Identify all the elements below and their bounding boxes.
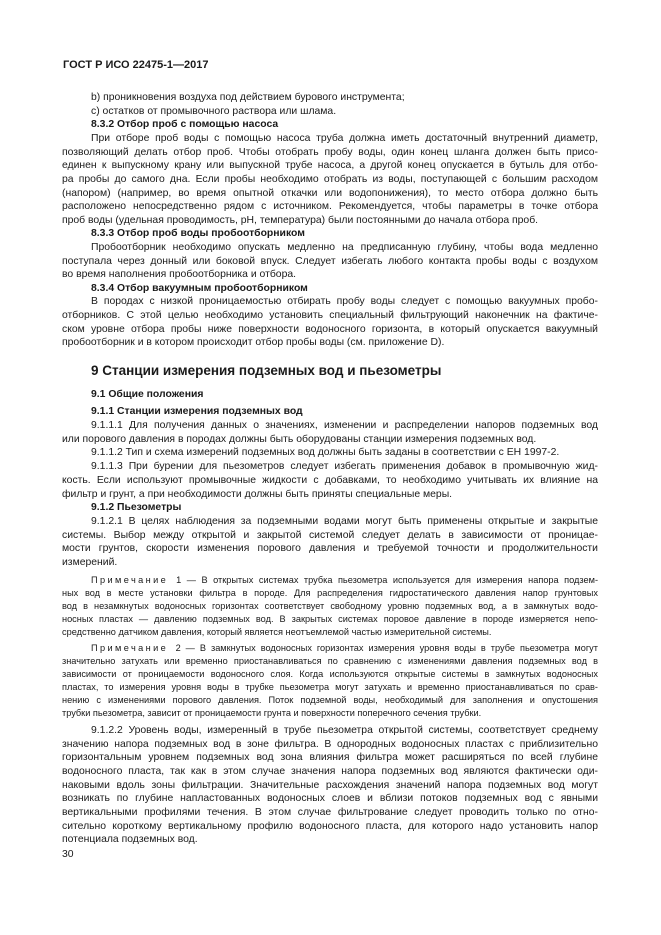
- text-line: наковыми вдоль зоны фильтрации. Значительные расхождения значений напора подземных вод могут: [62, 780, 598, 791]
- text-line: Примечание 1 — В открытых системах трубка пьезометра используется для измерения напора подзем-: [91, 575, 598, 585]
- text-line: Примечание 2 — В замкнутых водоносных горизонтах измерения уровня воды в трубе пьезометра могут: [91, 643, 598, 653]
- text-line: проб воды (удельная проводимость, pH, температура) были постоянными до начала отбора проб.: [62, 215, 539, 226]
- text-line: носных пластах — давлению подземных вод. В закрытых системах поровое давление в породе измеряется непо-: [62, 614, 598, 624]
- text-line: При отборе проб воды с помощью насоса труба должна иметь достаточный внутренний диаметр,: [91, 133, 598, 144]
- text-line: позволяющий делать отбор проб. Чтобы отобрать пробу воды, один конец шланга должен быть присо-: [62, 147, 598, 158]
- text-line: сительно короткому вертикальному профилю водоносного пласта, для которого надо установить напор: [62, 821, 598, 832]
- text-line: горизонтальным уровнем подземных вод зона влияния фильтра может расширяться по всей глубине: [62, 752, 598, 763]
- text-line: средственно датчиком давления, который является неотъемлемой частью измерительной системы.: [62, 627, 492, 637]
- text-line: 9.1.2.2 Уровень воды, измеренный в трубе пьезометра открытой системы, соответствует среднему: [91, 725, 598, 736]
- text-line: 9.1 Общие положения: [91, 389, 204, 400]
- note-label: Примечание: [91, 643, 176, 653]
- text-line: Пробоотборник необходимо опускать медленно на предписанную глубину, чтобы вода медленно: [91, 242, 598, 253]
- text-line: расположено непосредственно рядом с источником. Рекомендуется, чтобы параметры в точке отбора: [62, 201, 598, 212]
- section-heading: 9 Станции измерения подземных вод и пьезометры: [91, 363, 442, 378]
- text-line: или порового давления в породах должны быть оборудованы станции измерения подземных вод.: [62, 434, 537, 445]
- text-line: во время наполнения пробоотборника и отбора.: [62, 269, 297, 280]
- text-line: вод в незамкнутых водоносных горизонтах соответствует свободному уровню подземных вод, а в замкнутых водо-: [62, 601, 598, 611]
- text-line: возникать по глубине напластованных водоносных слоев и вблизи потоков подземных вод с явными: [62, 793, 598, 804]
- text-line: 9.1.1.1 Для получения данных о значениях, изменении и распределении напоров подземных вод: [91, 420, 598, 431]
- text-line: В породах с низкой проницаемостью отбирать пробу воды следует с помощью вакуумных пробо-: [91, 296, 598, 307]
- text-line: значению напора подземных вод в зоне фильтра. В однородных водоносных пластах с приблизительно: [62, 739, 598, 750]
- text-line: (напором) (например, во время опытной откачки или водопонижения), то место отбора должно быть: [62, 188, 598, 199]
- text-line: ра пробы до самого дна. Если пробы необходимо отобрать из воды, поступающей с большим расходом: [62, 174, 598, 185]
- text-line: 8.3.3 Отбор проб воды пробоотборником: [91, 228, 305, 239]
- page-number: 30: [62, 849, 74, 860]
- text-line: b) проникновения воздуха под действием бурового инструмента;: [91, 92, 405, 103]
- text-line: 9.1.1.2 Тип и схема измерений подземных вод должны быть заданы в соответствии с ЕН 1997-2.: [91, 447, 560, 458]
- text-line: вертикальными профилями течения. В этом случае фильтрование следует проводить только по отно-: [62, 807, 598, 818]
- text-line: 9.1.2.1 В целях наблюдения за подземными водами могут быть применены открытые и закрытые: [91, 516, 598, 527]
- text-line: значительно затухать или временно приостанавливаться по сравнению с изменениями давления подземных вод в: [62, 656, 598, 666]
- text-line: пластах, то измерения уровня воды в трубке пьезометра могут затухать и временно приостанавливаться по срав-: [62, 682, 598, 692]
- text-line: фильтр и грунт, а при необходимости должны быть приняты специальные меры.: [62, 489, 453, 500]
- text-line: 8.3.4 Отбор вакуумным пробоотборником: [91, 283, 308, 294]
- text-line: системы. Выбор между открытой и закрытой системой следует делать в зависимости от проницае-: [62, 530, 598, 541]
- text-line: нению с изменениями порового давления. Поток подземной воды, необходимый для заполнения и опустошения: [62, 695, 598, 705]
- text-line: ных вод в месте установки фильтра в породе. Для распределения гидростатического давления напор грунтовых: [62, 588, 598, 598]
- text-line: единен к выпускному крану или выпускной трубе насоса, а другой конец опускается в бутыль для отбо-: [62, 160, 598, 171]
- text-line: 9.1.1 Станции измерения подземных вод: [91, 406, 303, 417]
- text-line: c) остатков от промывочного раствора или шлама.: [91, 106, 337, 117]
- text-line: 9.1.1.3 При бурении для пьезометров следует избегать применения добавок в промывочную жид-: [91, 461, 598, 472]
- text-line: трубки пьезометра, зависит от проницаемости грунта и поверхности поперечного сечения трубки.: [62, 708, 482, 718]
- text-line: 8.3.2 Отбор проб с помощью насоса: [91, 119, 279, 130]
- text-line: потенциала подземных вод.: [62, 834, 198, 845]
- text-line: отборников. С этой целью необходимо установить специальный фильтрующий наконечник на фактиче-: [62, 310, 598, 321]
- text-line: кость. Если используют промывочные жидкости с добавками, то необходимо учитывать их влияние на: [62, 475, 598, 486]
- text-line: 9.1.2 Пьезометры: [91, 502, 182, 513]
- text-line: мости грунтов, скорости изменения порового давления и требуемой точности и продолжительности: [62, 543, 598, 554]
- text-line: измерений.: [62, 557, 118, 568]
- text-line: поступала через донный или боковой впуск. Следует избегать любого контакта пробы воды с воздухом: [62, 256, 598, 267]
- text-line: зависимости от проницаемости водоносного слоя. Когда используются открытые системы в замкнутых водоносных: [62, 669, 598, 679]
- text-line: пробоотборник и в котором происходит отбор пробы воды (см. приложение D).: [62, 337, 445, 348]
- text-line: водоносного пласта, так как в этом случае значения напора подземных вод являются фактически оди-: [62, 766, 598, 777]
- document-header: ГОСТ Р ИСО 22475-1—2017: [63, 59, 209, 71]
- text-line: ском уровне отбора пробы ниже поверхности водоносного горизонта, в который опускается вакуумный: [62, 324, 598, 335]
- note-label: Примечание: [91, 575, 177, 585]
